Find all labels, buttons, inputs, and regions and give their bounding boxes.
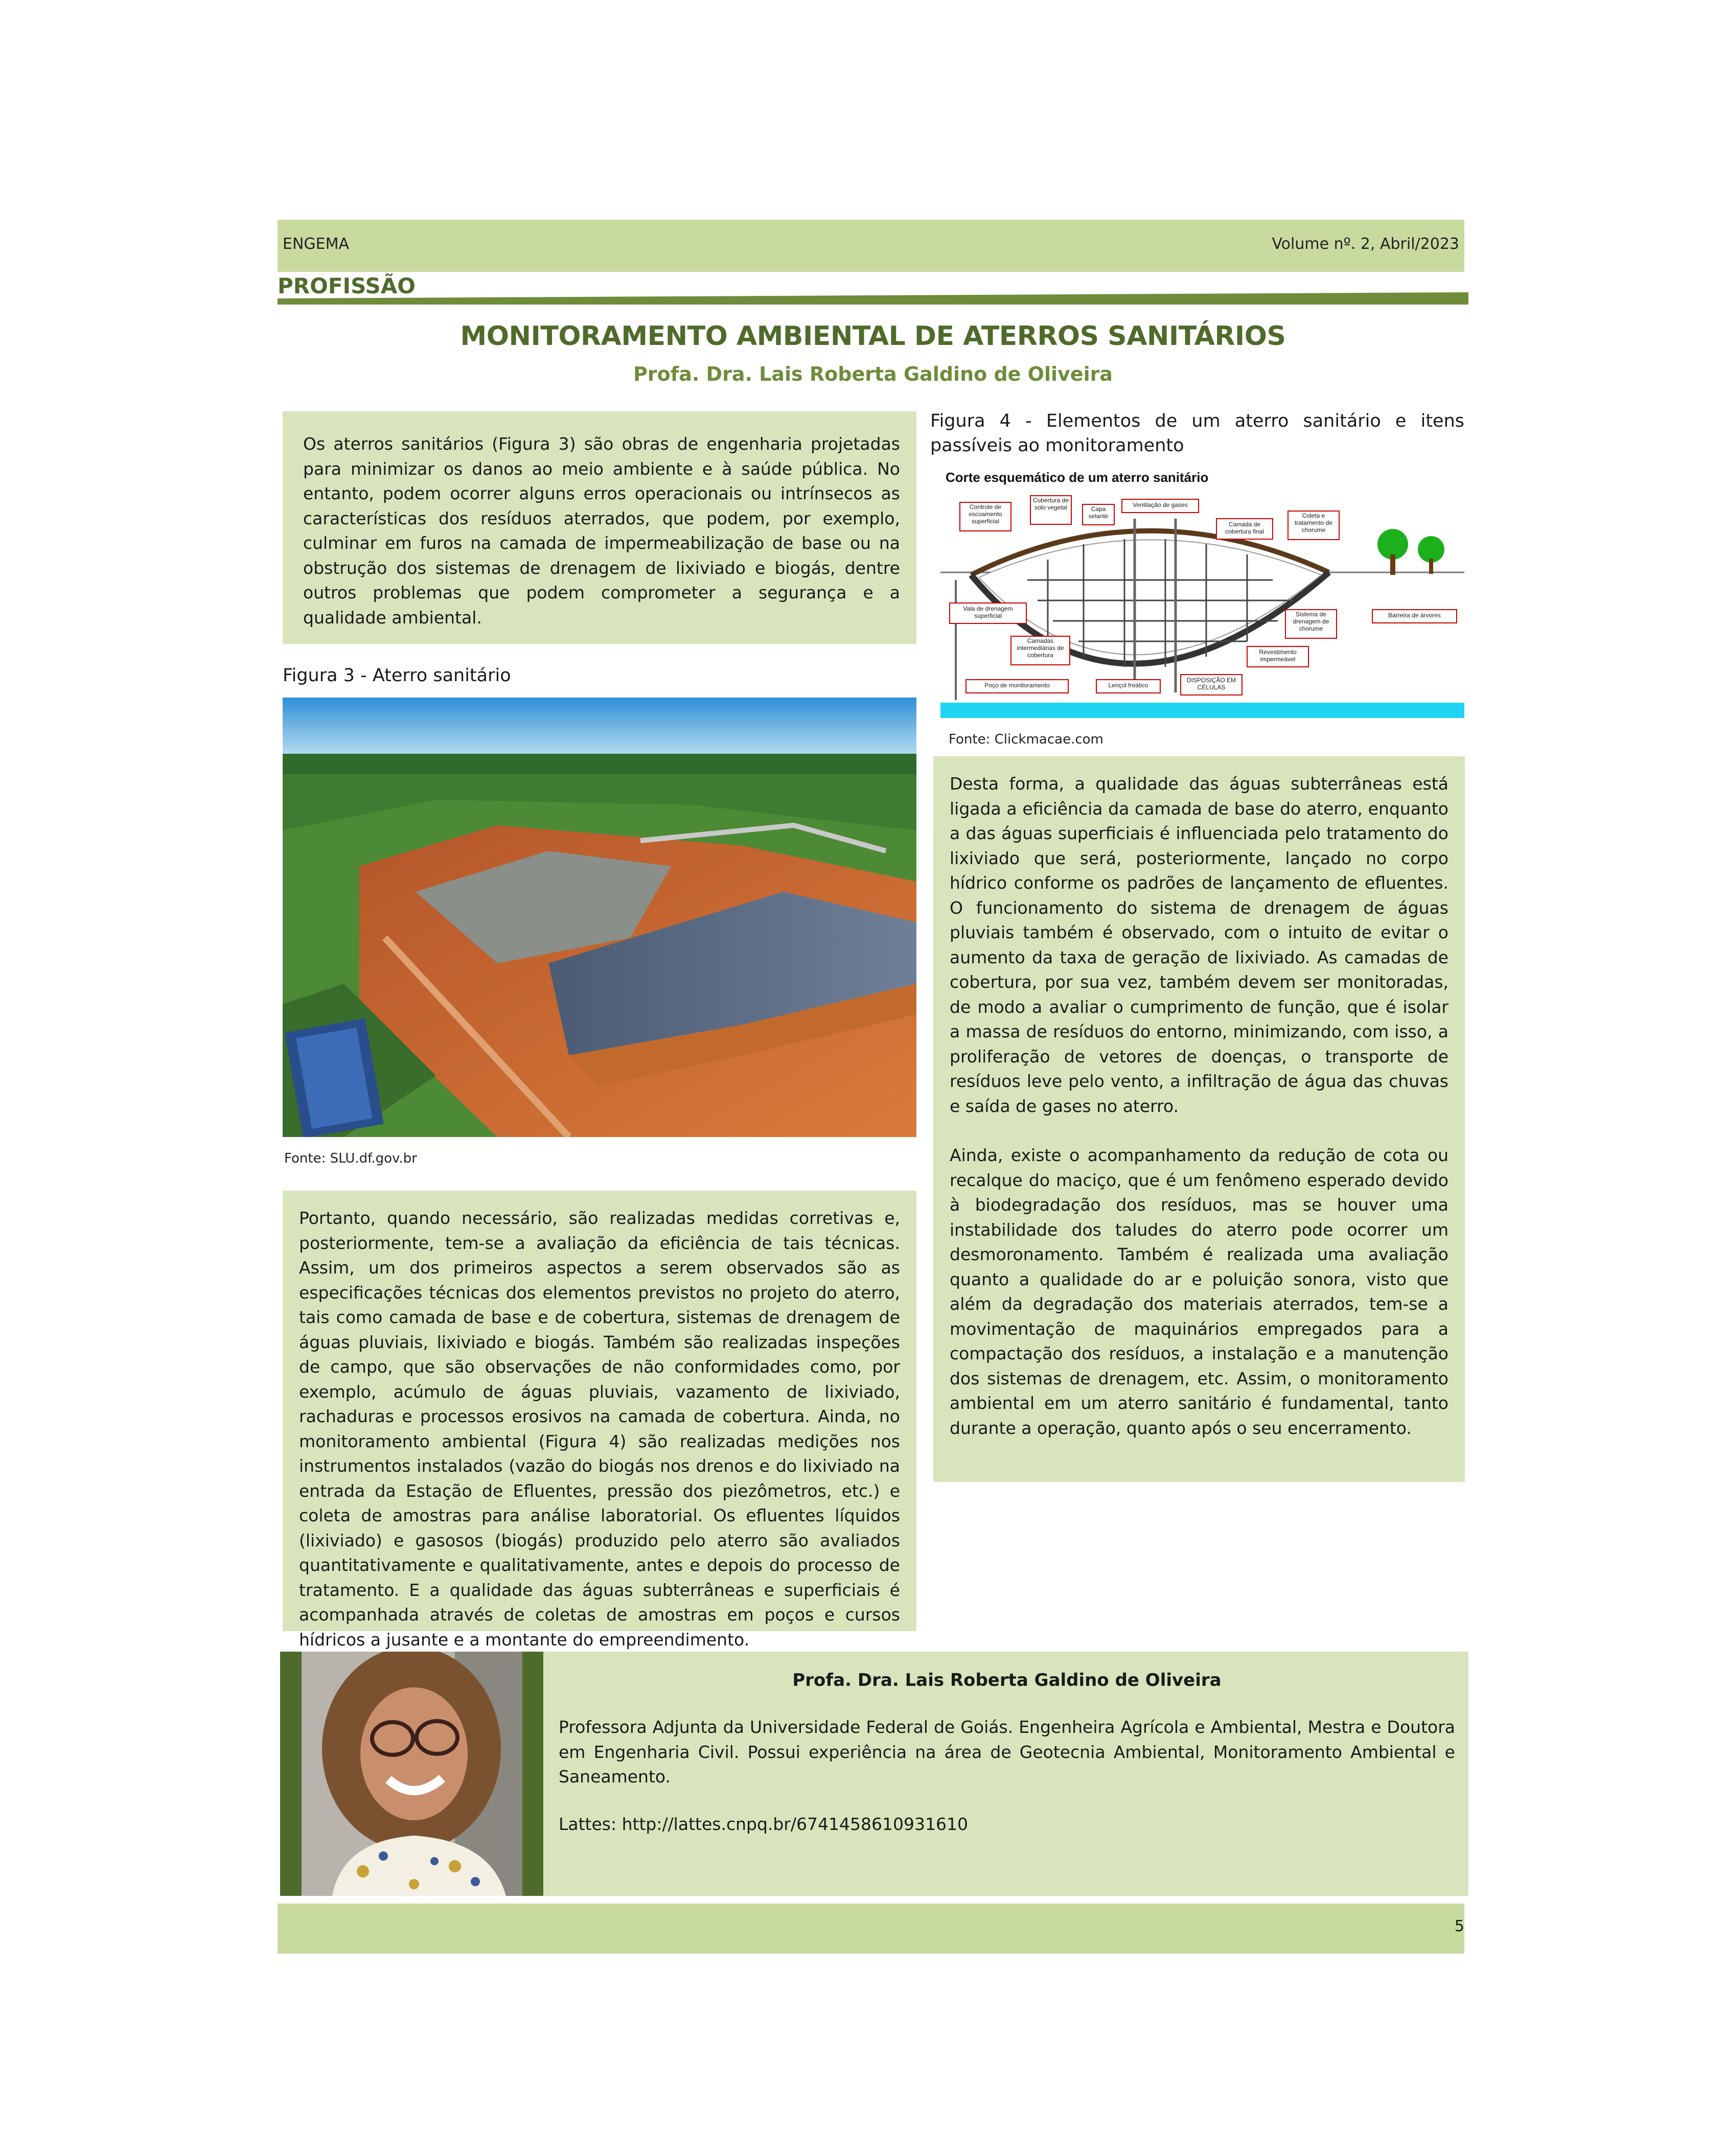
right-paragraph-2: Ainda, existe o acompanhamento da redução de cota ou recalque do maciço, que é um fenômeno esperado devido à biodegradação dos resíduos, mas se houver uma instabilidade dos taludes do aterro pode ocorrer um desmoronamento. Também é realizada uma avaliação quanto a qualidade do ar e poluição sonora, visto que além da degradação dos materiais aterrados, tem-se a movimentação de maquinários empregados para a compactação dos resíduos, a instalação e a manutenção dos sistemas de drenagem, etc. Assim, o monitoramento ambiental em um aterro sanitário é fundamental, tanto durante a operação, quanto após o seu encerramento. (950, 1145, 1448, 1438)
intro-box (283, 411, 916, 644)
intro-paragraph: Os aterros sanitários (Figura 3) são obras de engenharia projetadas para minimizar os danos ao meio ambiente e à saúde pública. No entanto, podem ocorrer alguns erros operacionais ou intrínsecos as características dos resíduos aterrados, que podem, por exemplo, culminar em furos na camada de impermeabilização de base ou na obstrução dos sistemas de drenagem de lixiviado e biogás, dentre outros problemas que podem comprometer a segurança e a qualidade ambiental. (303, 434, 900, 628)
label-vala: Vala de drenagem superficial (963, 605, 1013, 619)
bio-box (543, 1652, 1468, 1896)
left-bottom-paragraph: Portanto, quando necessário, são realizadas medidas corretivas e, posteriormente, tem-se a avaliação da eficiência de tais técnicas. Assim, um dos primeiros aspectos a serem observados são as especificações técnicas dos elementos previstos no projeto do aterro, tais como camada de base e de cobertura, sistemas de drenagem de águas pluviais, lixiviado e biogás. Também são realizadas inspeções de campo, que são observações de não conformidades como, por exemplo, acúmulo de águas pluviais, vazamento de lixiviado, rachaduras e processos erosivos na camada de cobertura. Ainda, no monitoramento ambiental (Figura 4) são realizadas medições nos instrumentos instalados (vazão do biogás nos drenos e do lixiviado na entrada da Estação de Efluentes, pressão dos piezômetros, etc.) e coleta de amostras para análise laboratorial. Os efluentes líquidos (lixiviado) e gasosos (biogás) produzido pelo aterro são avaliados quantitativamente e qualitativamente, antes e depois do processo de tratamento. E a qualidade das águas subterrâneas e superficiais é acompanhada através de coletas de amostras em poços e cursos hídricos a jusante e a montante do empreendimento. (299, 1208, 900, 1650)
label-ventilacao: Ventilação de gases (1133, 501, 1188, 508)
label-capa: Capa selante (1088, 505, 1109, 520)
section-label: PROFISSÃO (278, 273, 416, 298)
author-photo (302, 1652, 522, 1896)
bio-description: Professora Adjunta da Universidade Federal de Goiás. Engenheira Agrícola e Ambiental, Mestra e Doutora em Engenharia Civil. Possui experiência na área de Geotecnia Ambiental, Monitoramento Ambiental e Saneamento. (559, 1717, 1455, 1787)
landfill-photo (283, 698, 916, 1137)
label-barreira: Barreira de árvores (1388, 612, 1441, 619)
page-number: 5 (1454, 1917, 1464, 1935)
article-title: MONITORAMENTO AMBIENTAL DE ATERROS SANITÁRIOS (460, 321, 1286, 352)
bio-lattes[interactable]: Lattes: http://lattes.cnpq.br/6741458610931610 (559, 1814, 968, 1834)
right-paragraph-1: Desta forma, a qualidade das águas subterrâneas está ligada a eficiência da camada de base do aterro, enquanto a das águas superficiais é influenciada pelo tratamento do lixiviado que será, posteriormente, lançado no corpo hídrico conforme os padrões de lançamento de efluentes. O funcionamento do sistema de drenagem de águas pluviais também é observado, com o intuito de evitar o aumento da taxa de geração de lixiviado. As camadas de cobertura, por sua vez, também devem ser monitoradas, de modo a avaliar o cumprimento de função, que é isolar a massa de resíduos do entorno, minimizando, com isso, a proliferação de vetores de doenças, o transporte de resíduos leve pelo vento, a infiltração de água das chuvas e saída de gases no aterro. (950, 774, 1448, 1116)
footer-band (278, 1904, 1464, 1954)
diagram-title: Corte esquemático de um aterro sanitário (946, 470, 1209, 485)
figure4-source: Fonte: Clickmacae.com (949, 732, 1103, 747)
label-camada-final: Camada de cobertura final (1225, 521, 1264, 535)
section-rule (278, 292, 1468, 305)
right-box (933, 756, 1465, 1482)
figure3-source: Fonte: SLU.df.gov.br (284, 1151, 417, 1166)
bio-name: Profa. Dra. Lais Roberta Galdino de Oliveira (792, 1670, 1222, 1690)
volume-info: Volume nº. 2, Abril/2023 (1272, 235, 1459, 253)
label-intermediarias: Camadas intermediárias de cobertura (1017, 637, 1064, 659)
article-author: Profa. Dra. Lais Roberta Galdino de Oliveira (633, 363, 1113, 385)
figure4-caption: Figura 4 - Elementos de um aterro sanitário e itens passíveis ao monitoramento (930, 411, 1464, 456)
label-cobertura: Cobertura de solo vegetal (1032, 497, 1069, 511)
label-controle: Controle de escoamento superficial (969, 503, 1002, 525)
left-bottom-box (283, 1191, 916, 1650)
label-coleta: Coleta e tratamento de chorume (1294, 512, 1333, 534)
journal-name: ENGEMA (283, 235, 350, 253)
figure3-caption: Figura 3 - Aterro sanitário (283, 665, 511, 686)
label-revestimento: Revestimento impermeável (1259, 648, 1297, 663)
label-lencol: Lençol freático (1108, 682, 1148, 689)
label-poco: Poço de monitoramento (984, 682, 1050, 689)
label-disposicao: DISPOSIÇÃO EM CÉLULAS (1186, 677, 1236, 691)
landfill-diagram (940, 468, 1464, 718)
label-sistema: Sistema de drenagem de chorume (1293, 611, 1329, 632)
